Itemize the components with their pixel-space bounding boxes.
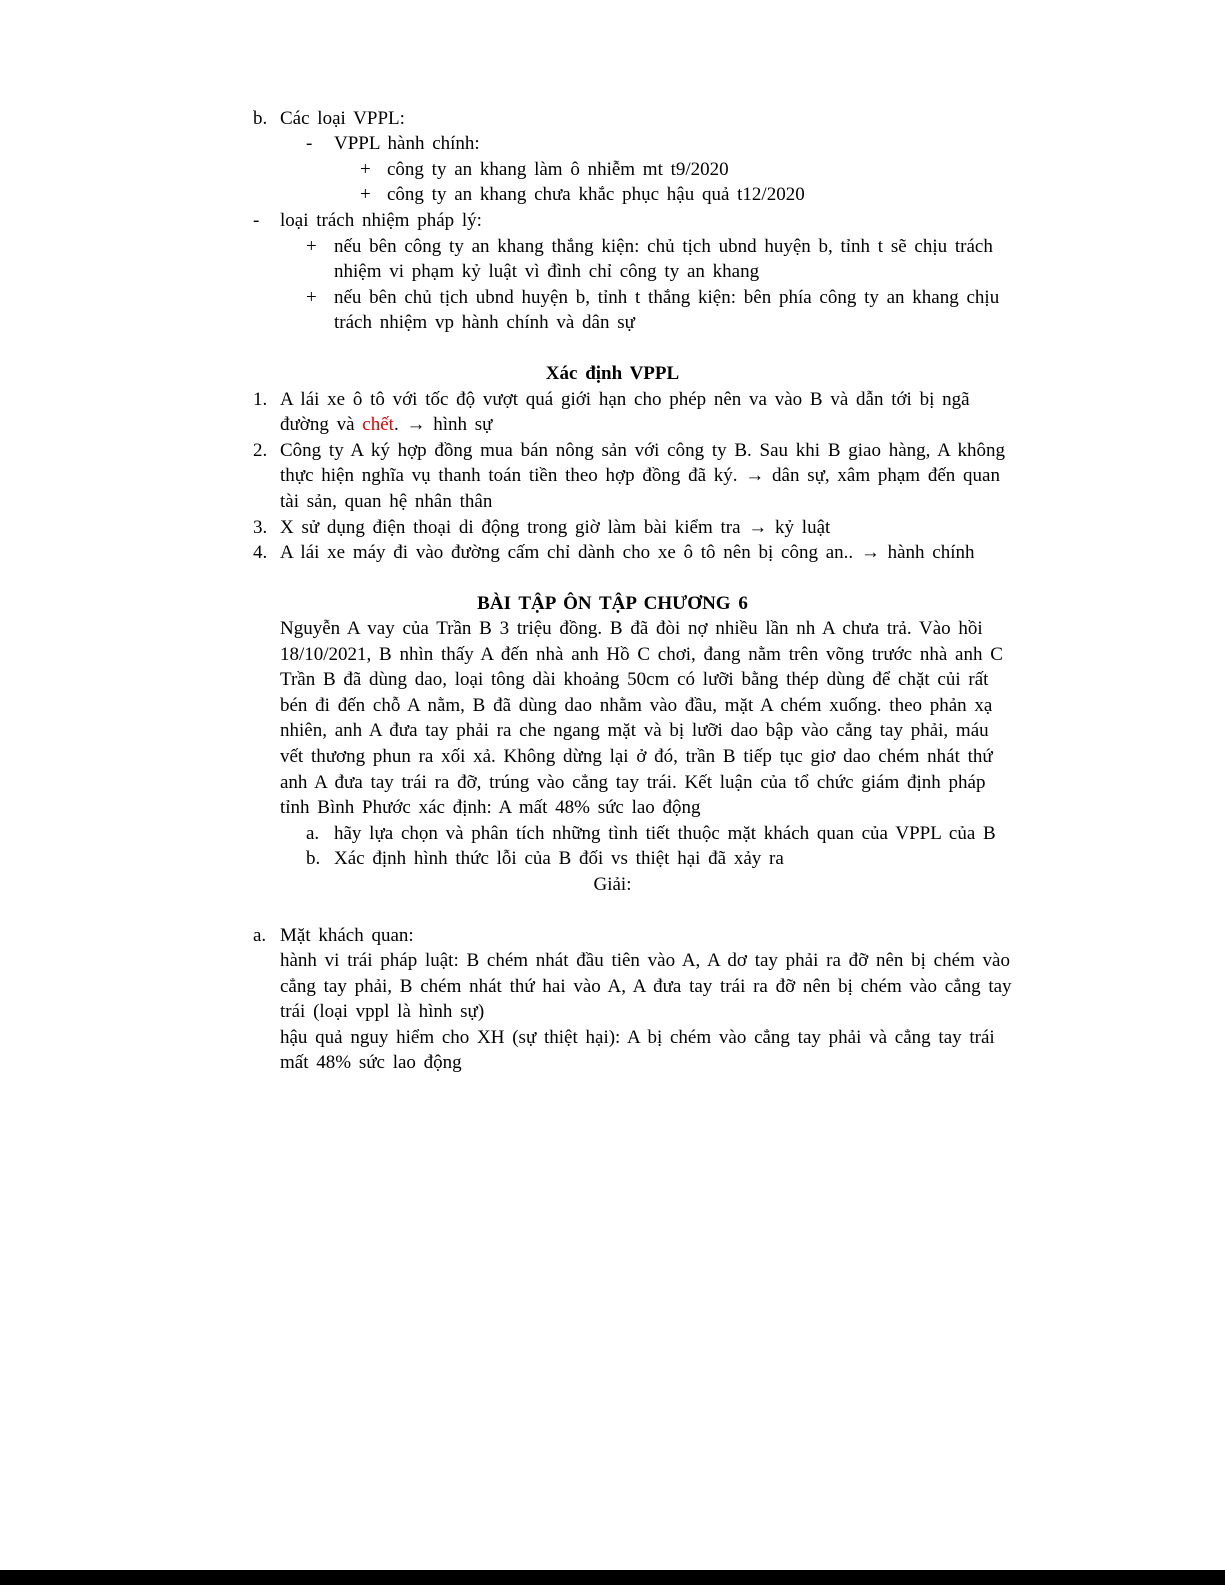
list-item: A lái xe máy đi vào đường cấm chỉ dành cho xe ô tô nên bị công an.. → hành chính bbox=[280, 542, 975, 563]
list-item: nếu bên công ty an khang thắng kiện: chủ tịch ubnd huyện b, tỉnh t sẽ chịu trách bbox=[334, 236, 993, 257]
paragraph-line: cẳng tay phải, B chém nhát thứ hai vào A, A đưa tay trái ra đỡ nên bị chém vào cẳng tay bbox=[280, 976, 1012, 997]
paragraph-line: mất 48% sức lao động bbox=[280, 1052, 462, 1073]
list-marker: + bbox=[360, 184, 371, 205]
list-item bbox=[280, 412, 492, 437]
list-marker: b. bbox=[306, 848, 321, 869]
list-item: tài sản, quan hệ nhân thân bbox=[280, 491, 493, 512]
paragraph-line: Trần B đã dùng dao, loại tông dài khoảng 50cm có lưỡi bằng thép dùng để chặt củi rất bbox=[280, 669, 989, 690]
list-item: nhiệm vi phạm kỷ luật vì đình chỉ công ty an khang bbox=[334, 261, 760, 282]
question-item: hãy lựa chọn và phân tích những tình tiết thuộc mặt khách quan của VPPL của B bbox=[334, 823, 996, 844]
paragraph-line: vết thương phun ra xối xả. Không dừng lại ở đó, trần B tiếp tục giơ dao chém nhát thứ bbox=[280, 746, 993, 767]
text-run: . → hình sự bbox=[393, 414, 493, 435]
text-run: đường và bbox=[280, 414, 355, 435]
paragraph-line: hành vi trái pháp luật: B chém nhát đầu tiên vào A, A dơ tay phải ra đỡ nên bị chém vào bbox=[280, 950, 1010, 971]
list-marker: a. bbox=[253, 925, 267, 946]
list-marker: + bbox=[306, 236, 317, 257]
list-number: 1. bbox=[253, 389, 268, 410]
highlighted-word: chết bbox=[362, 414, 394, 435]
list-number: 3. bbox=[253, 517, 268, 538]
solution-label: Giải: bbox=[593, 874, 632, 895]
list-item: công ty an khang làm ô nhiễm mt t9/2020 bbox=[387, 159, 729, 180]
list-item: A lái xe ô tô với tốc độ vượt quá giới hạn cho phép nên va vào B và dẫn tới bị ngã bbox=[280, 389, 970, 410]
section-title: Xác định VPPL bbox=[545, 363, 680, 384]
list-marker: b. bbox=[253, 108, 268, 129]
list-marker: - bbox=[306, 133, 313, 154]
list-item: thực hiện nghĩa vụ thanh toán tiền theo hợp đồng đã ký. → dân sự, xâm phạm đến quan bbox=[280, 465, 1000, 486]
bottom-border bbox=[0, 1570, 1225, 1585]
list-item: Công ty A ký hợp đồng mua bán nông sản với công ty B. Sau khi B giao hàng, A không bbox=[280, 440, 1006, 461]
list-item: X sử dụng điện thoại di động trong giờ làm bài kiểm tra → kỷ luật bbox=[280, 517, 831, 538]
paragraph-line: 18/10/2021, B nhìn thấy A đến nhà anh Hồ C chơi, đang nằm trên võng trước nhà anh C bbox=[280, 644, 1003, 665]
list-item: trách nhiệm vp hành chính và dân sự bbox=[334, 312, 635, 333]
list-number: 2. bbox=[253, 440, 268, 461]
paragraph-line: bén đi đến chỗ A nằm, B đã dùng dao nhằm vào đầu, mặt A chém xuống. theo phản xạ bbox=[280, 695, 993, 716]
section-title: BÀI TẬP ÔN TẬP CHƯƠNG 6 bbox=[477, 593, 748, 614]
section-heading: loại trách nhiệm pháp lý: bbox=[280, 210, 482, 231]
sub-heading: VPPL hành chính: bbox=[334, 133, 480, 154]
paragraph-line: anh A đưa tay trái ra đỡ, trúng vào cẳng tay trái. Kết luận của tổ chức giám định pháp bbox=[280, 772, 986, 793]
list-marker: a. bbox=[306, 823, 320, 844]
list-number: 4. bbox=[253, 542, 268, 563]
paragraph-line: tỉnh Bình Phước xác định: A mất 48% sức lao động bbox=[280, 797, 701, 818]
list-marker: + bbox=[306, 287, 317, 308]
list-marker: + bbox=[360, 159, 371, 180]
paragraph-line: trái (loại vppl là hình sự) bbox=[280, 1001, 485, 1022]
question-item: Xác định hình thức lỗi của B đối vs thiệt hại đã xảy ra bbox=[334, 848, 784, 869]
paragraph-line: Nguyễn A vay của Trần B 3 triệu đồng. B đã đòi nợ nhiều lần nh A chưa trả. Vào hồi bbox=[280, 618, 983, 639]
paragraph-line: nhiên, anh A đưa tay phải ra che ngang mặt và bị lưỡi dao bập vào cẳng tay phải, máu bbox=[280, 720, 989, 741]
list-marker: - bbox=[253, 210, 260, 231]
section-heading: Các loại VPPL: bbox=[280, 108, 405, 129]
section-heading: Mặt khách quan: bbox=[280, 925, 414, 946]
paragraph-line: hậu quả nguy hiểm cho XH (sự thiệt hại): A bị chém vào cẳng tay phải và cẳng tay trái bbox=[280, 1027, 995, 1048]
list-item: nếu bên chủ tịch ubnd huyện b, tỉnh t thắng kiện: bên phía công ty an khang chịu bbox=[334, 287, 1000, 308]
list-item: công ty an khang chưa khắc phục hậu quả t12/2020 bbox=[387, 184, 805, 205]
